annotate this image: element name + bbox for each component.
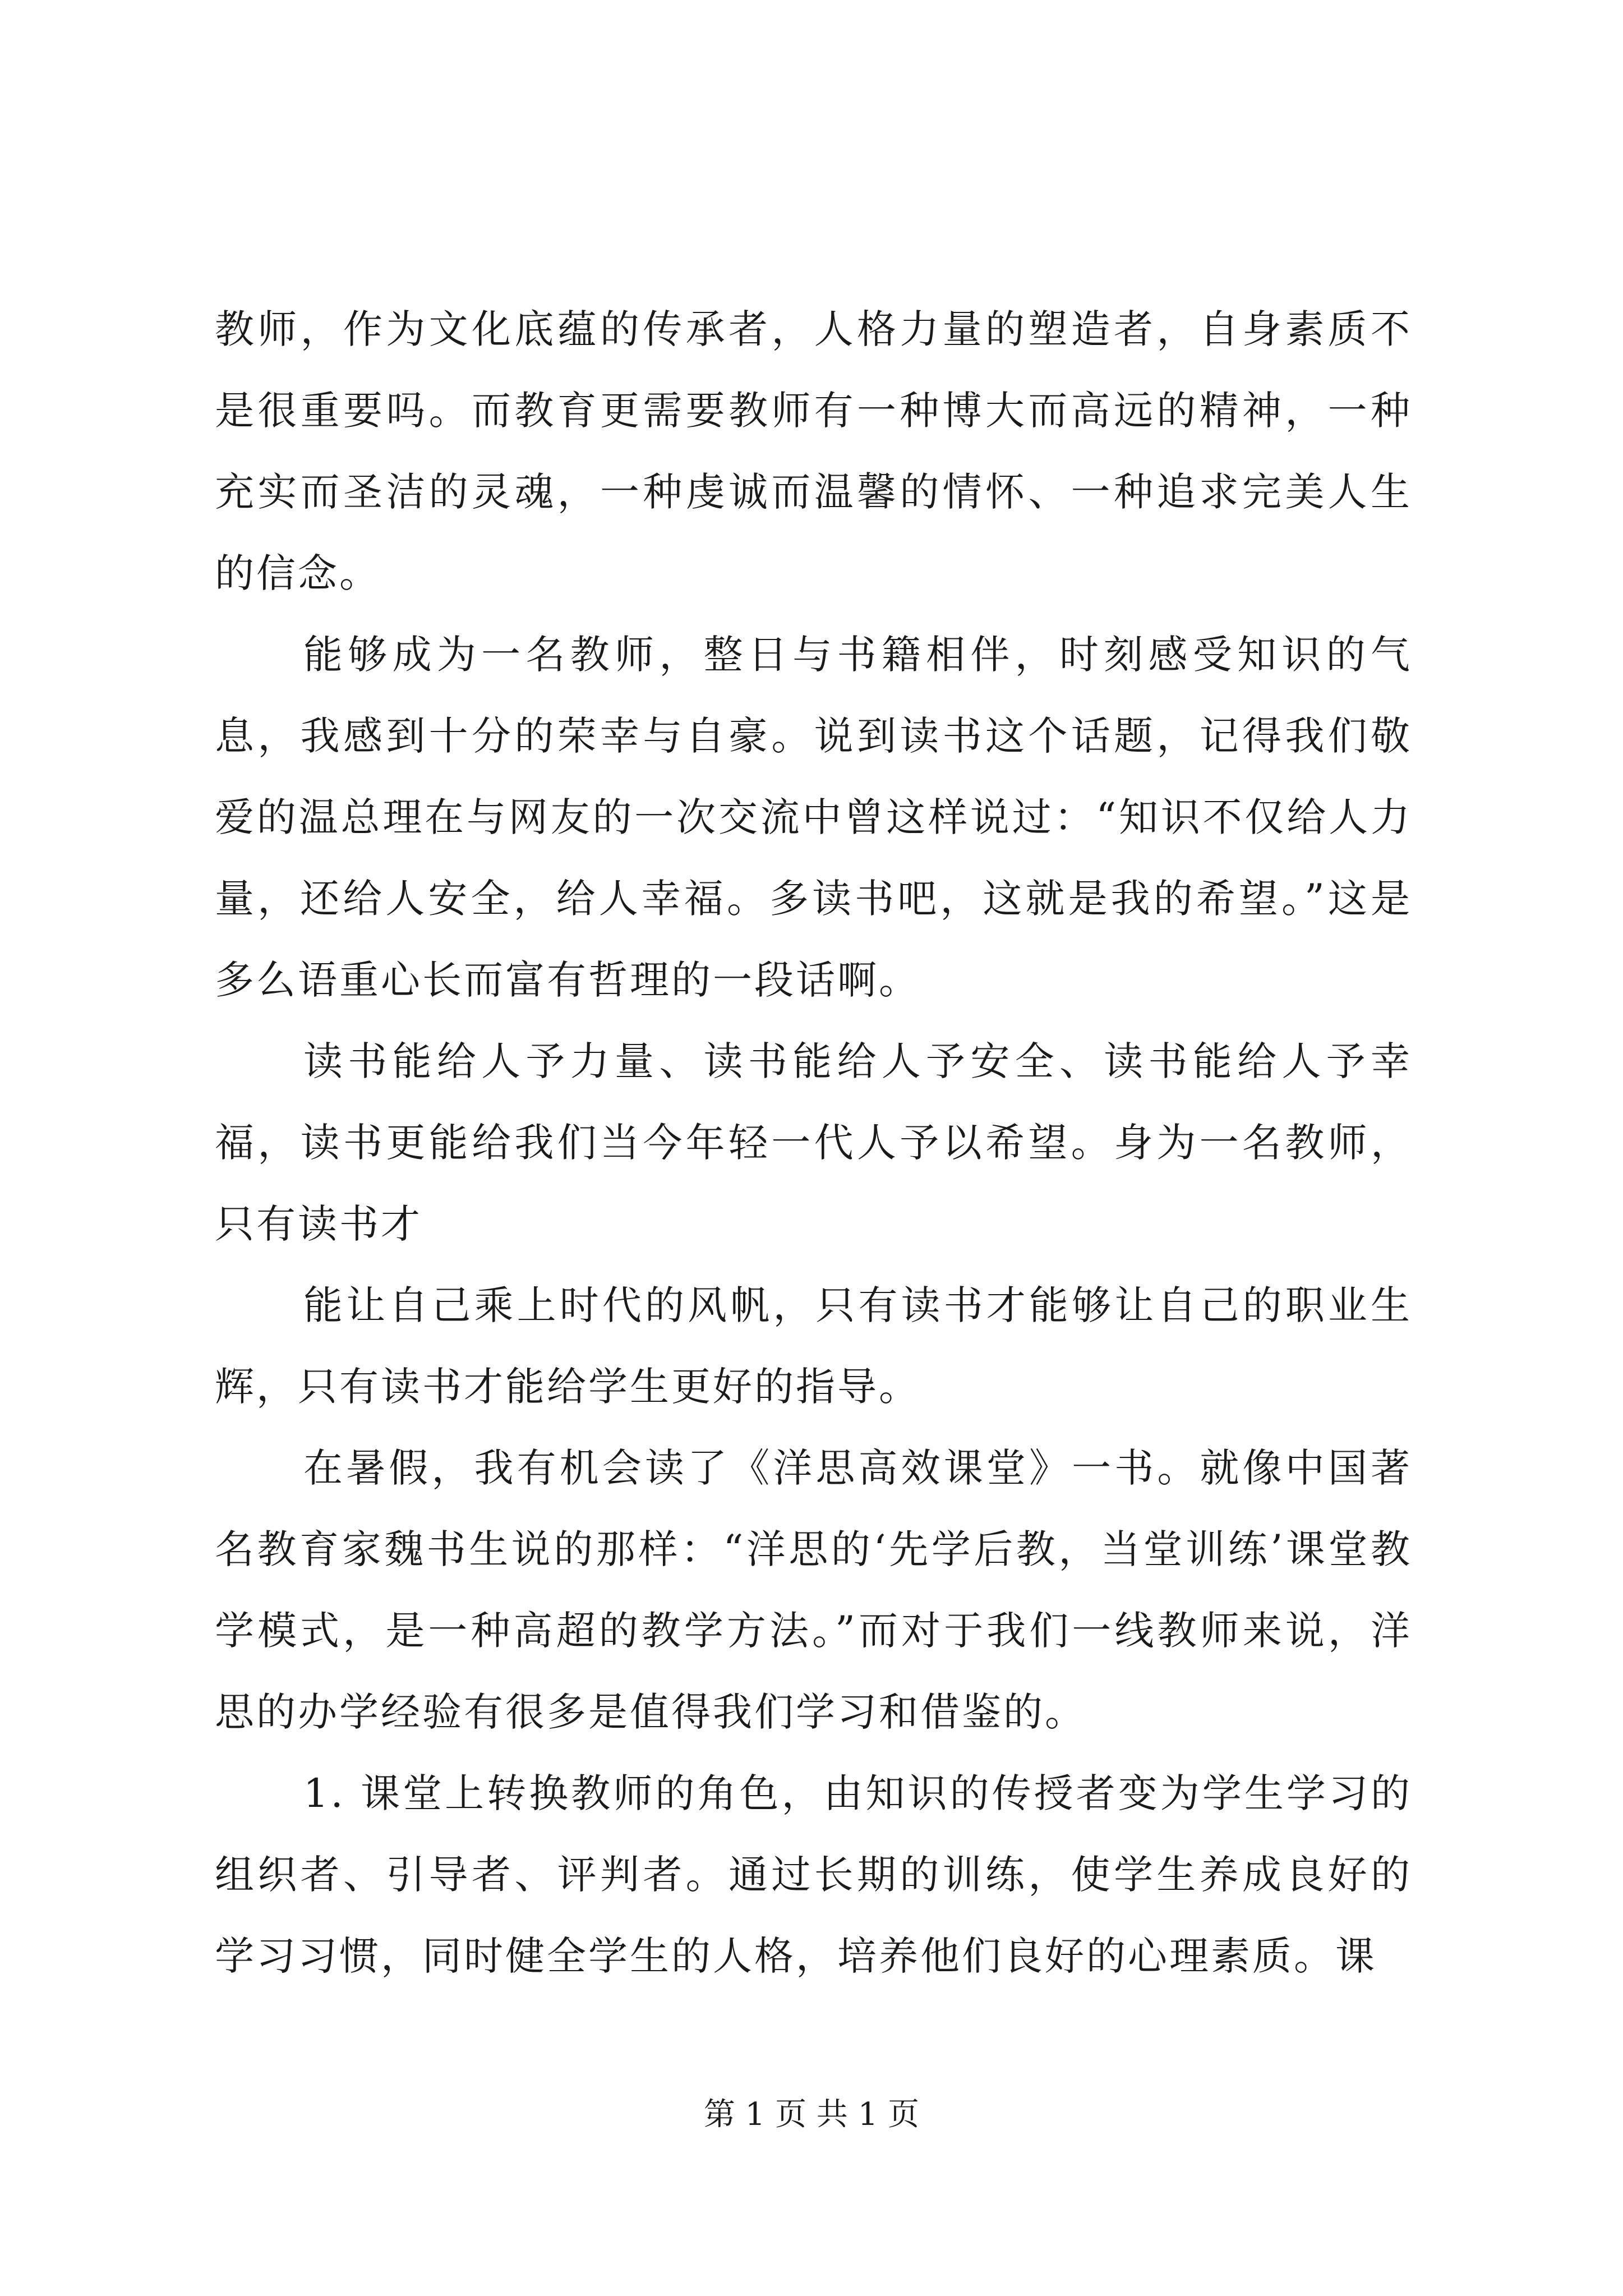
paragraph-4: 能让自己乘上时代的风帆，只有读书才能够让自己的职业生辉，只有读书才能给学生更好的指导。 bbox=[215, 1282, 1412, 1410]
page-footer bbox=[0, 2095, 1623, 2134]
paragraph-3: 读书能给人予力量、读书能给人予安全、读书能给人予幸福，读书更能给我们当今年轻一代人予以希望。身为一名教师，只有读书才 bbox=[215, 1038, 1412, 1247]
paragraph-6: 1. 课堂上转换教师的角色，由知识的传授者变为学生学习的组织者、引导者、评判者。通过长期的训练，使学生养成良好的学习习惯，同时健全学生的人格，培养他们良好的心理素质。课 bbox=[215, 1770, 1412, 1979]
page-number-text: 第 1 页 共 1 页 bbox=[703, 2096, 920, 2133]
paragraph-2: 能够成为一名教师，整日与书籍相伴，时刻感受知识的气息，我感到十分的荣幸与自豪。说到读书这个话题，记得我们敬爱的温总理在与网友的一次交流中曾这样说过：“知识不仅给人力量，还给人安全，给人幸福。多读书吧，这就是我的希望。”这是多么语重心长而富有哲理的一段话啊。 bbox=[215, 632, 1412, 1003]
paragraph-5: 在暑假，我有机会读了《洋思高效课堂》一书。就像中国著名教育家魏书生说的那样：“洋思的‘先学后教，当堂训练’课堂教学模式，是一种高超的教学方法。”而对于我们一线教师来说，洋思的办学经验有很多是值得我们学习和借鉴的。 bbox=[215, 1445, 1412, 1735]
paragraph-1: 教师，作为文化底蕴的传承者，人格力量的塑造者，自身素质不是很重要吗。而教育更需要教师有一种博大而高远的精神，一种充实而圣洁的灵魂，一种虔诚而温馨的情怀、一种追求完美人生的信念。 bbox=[215, 306, 1412, 596]
document-body bbox=[215, 289, 1412, 1997]
